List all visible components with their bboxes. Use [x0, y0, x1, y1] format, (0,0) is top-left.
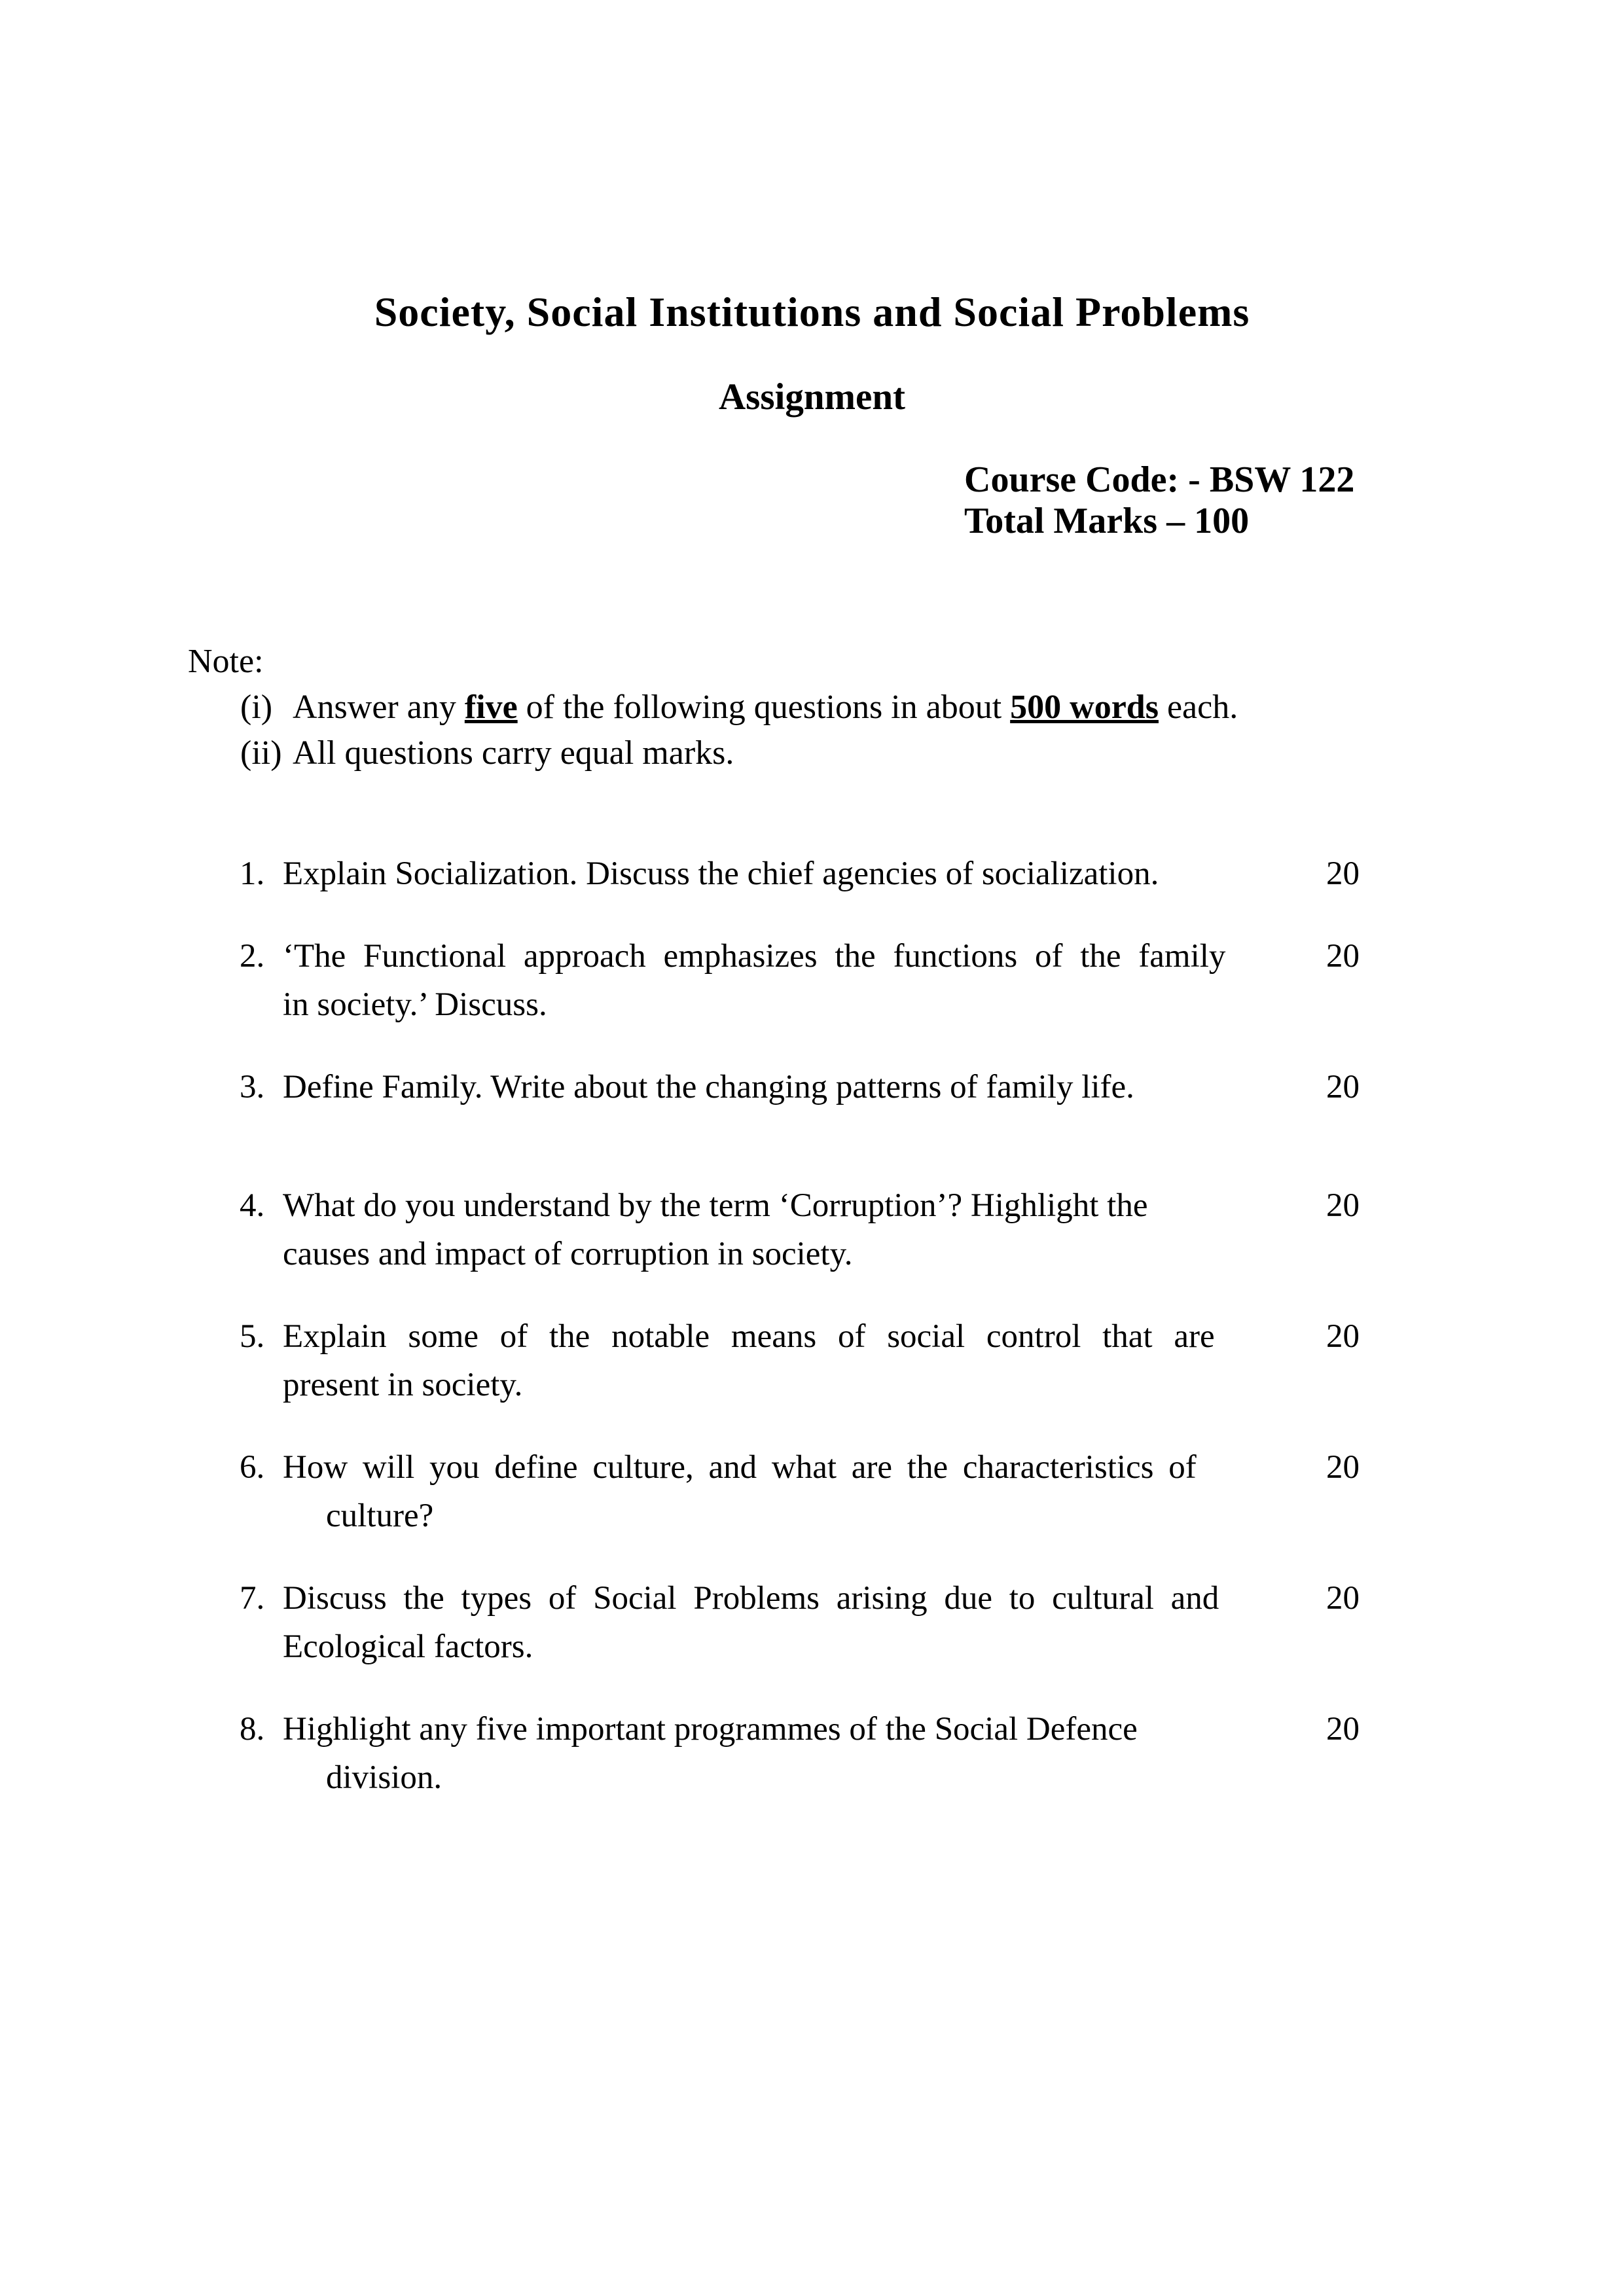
question-row — [240, 1443, 1624, 1540]
question-text — [283, 1705, 1304, 1802]
note-label: Note: — [188, 643, 264, 680]
question-number: 4. — [240, 1187, 265, 1224]
note-item-text — [293, 685, 1238, 730]
question-line: Highlight any five important programmes of the Social Defence — [283, 1711, 1138, 1748]
question-line: Explain Socialization. Discuss the chief agencies of socialization. — [283, 855, 1159, 892]
question-marks: 20 — [1326, 1318, 1360, 1355]
note-item-marker: (ii) — [240, 734, 282, 772]
question-number: 5. — [240, 1318, 265, 1355]
note-emphasis: five — [464, 689, 518, 726]
question-line: division. — [326, 1759, 442, 1796]
note-emphasis: 500 words — [1010, 689, 1159, 726]
total-marks: Total Marks – 100 — [964, 501, 1250, 541]
note-text-segment: of the following questions in about — [517, 689, 1011, 726]
question-text — [283, 932, 1304, 1029]
question-text — [283, 1312, 1304, 1409]
question-number: 1. — [240, 855, 265, 892]
question-marks: 20 — [1326, 938, 1360, 975]
question-number: 7. — [240, 1580, 265, 1617]
note-item — [240, 685, 1624, 730]
question-line: Define Family. Write about the changing patterns of family life. — [283, 1069, 1134, 1105]
note-item — [240, 730, 1624, 776]
question-line: Discuss the types of Social Problems arising due to cultural and — [283, 1580, 1219, 1617]
question-list — [240, 850, 1624, 1802]
course-code: Course Code: - BSW 122 — [964, 459, 1355, 500]
question-row — [240, 932, 1624, 1029]
question-row — [240, 1705, 1624, 1802]
question-text — [283, 1063, 1304, 1111]
question-row — [240, 1181, 1624, 1278]
question-line: causes and impact of corruption in society. — [283, 1236, 853, 1272]
note-section — [188, 639, 1624, 776]
question-marks: 20 — [1326, 1580, 1360, 1617]
note-item-marker: (i) — [240, 689, 273, 726]
question-row — [240, 1574, 1624, 1671]
question-row — [240, 1312, 1624, 1409]
question-line: Explain some of the notable means of social control that are — [283, 1318, 1215, 1355]
question-line: Ecological factors. — [283, 1628, 533, 1665]
question-row — [240, 850, 1624, 898]
note-item-text: All questions carry equal marks. — [293, 734, 734, 772]
question-line: present in society. — [283, 1367, 523, 1403]
question-marks: 20 — [1326, 1069, 1360, 1105]
page-title: Society, Social Institutions and Social Problems — [374, 289, 1250, 335]
question-marks: 20 — [1326, 1449, 1360, 1486]
question-number: 2. — [240, 938, 265, 975]
question-line: ‘The Functional approach emphasizes the functions of the family — [283, 938, 1226, 975]
question-marks: 20 — [1326, 855, 1360, 892]
question-line: in society.’ Discuss. — [283, 986, 547, 1023]
question-number: 6. — [240, 1449, 265, 1486]
question-number: 3. — [240, 1069, 265, 1105]
question-marks: 20 — [1326, 1711, 1360, 1748]
question-marks: 20 — [1326, 1187, 1360, 1224]
question-line: culture? — [326, 1498, 434, 1534]
question-line: What do you understand by the term ‘Corruption’? Highlight the — [283, 1187, 1148, 1224]
assignment-heading: Assignment — [718, 376, 906, 418]
question-text — [283, 1574, 1304, 1671]
question-number: 8. — [240, 1711, 265, 1748]
question-text — [283, 1181, 1304, 1278]
question-row — [240, 1063, 1624, 1111]
question-text — [283, 1443, 1304, 1540]
course-info — [964, 459, 1624, 542]
note-text-segment: each. — [1158, 689, 1238, 726]
question-line: How will you define culture, and what are the characteristics of — [283, 1449, 1197, 1486]
note-text-segment: Answer any — [293, 689, 465, 726]
question-text — [283, 850, 1304, 898]
